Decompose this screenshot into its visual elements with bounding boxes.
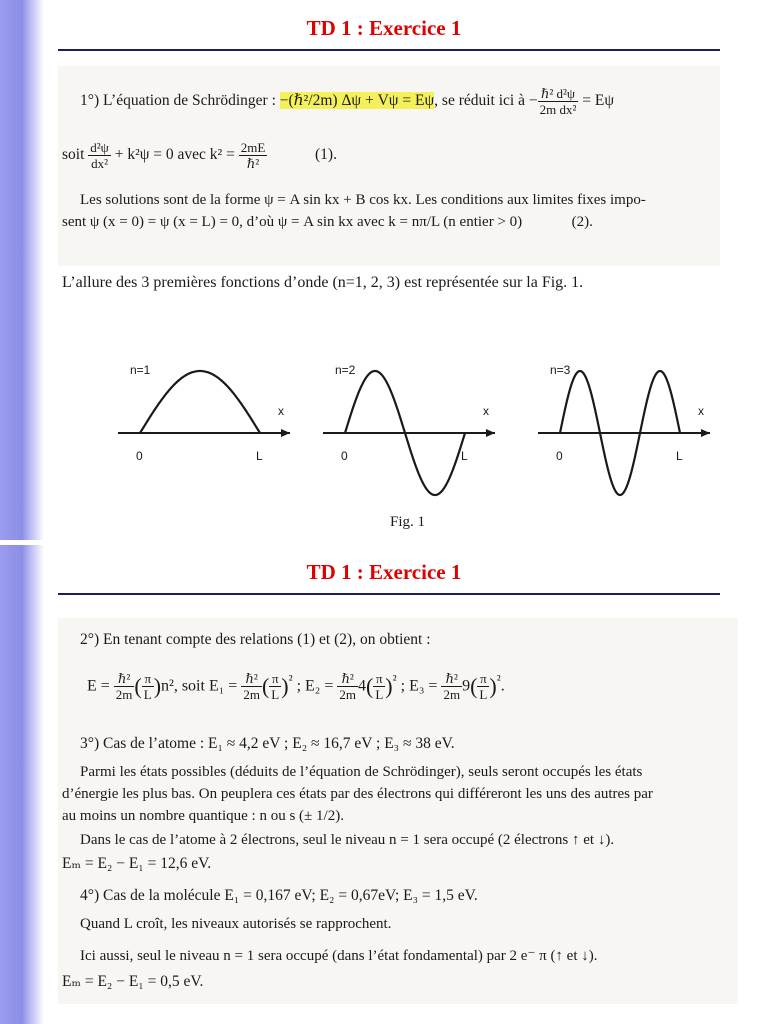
end-label-n2: L	[461, 449, 468, 463]
eq-E2-pi-frac	[373, 671, 385, 702]
slide-sidebar-bottom	[0, 545, 44, 1024]
panel-n2	[323, 363, 495, 495]
eq-E3-pi-frac	[477, 671, 489, 702]
origin-label-n3: 0	[556, 449, 563, 463]
soit-fraction-num: d²ψ	[90, 140, 109, 155]
eq-E2-L: L	[375, 687, 384, 703]
eq-E3-hbar: ℏ²	[441, 671, 462, 687]
end-label-n3: L	[676, 449, 683, 463]
q1-prefix: 1°) L’équation de Schrödinger :	[80, 92, 276, 110]
eq-E2-sq: ²	[392, 672, 397, 687]
solutions-line1: Les solutions sont de la forme ψ = A sin kx + B cos kx. Les conditions aux limites fixes impo-	[80, 192, 646, 208]
k-fraction-num: 2mE	[240, 140, 266, 155]
eq-E1-pi: π	[269, 671, 281, 687]
q1-fraction-num: ℏ² d²ψ	[538, 86, 579, 102]
end-label-n1: L	[256, 449, 263, 463]
x-axis-arrow-n1	[281, 429, 290, 437]
axis-x-label-n1: x	[278, 404, 284, 418]
wavefunction-curve-n1	[140, 371, 260, 433]
q1-fraction	[538, 86, 579, 117]
figure-caption: Fig. 1	[390, 514, 426, 530]
eq-soit-E1: , soit E₁ =	[173, 677, 238, 695]
allure-sentence: L’allure des 3 premières fonctions d’onde (n=1, 2, 3) est représentée sur la Fig. 1.	[62, 274, 584, 291]
panel-label-n2: n=2	[335, 363, 356, 377]
eq-E-2m: 2m	[115, 687, 133, 703]
panel-label-n1: n=1	[130, 363, 151, 377]
eq-E1-hbar: ℏ²	[241, 671, 262, 687]
eq-E2-paren-close: )	[385, 673, 393, 699]
eq-E1-paren-close: )	[281, 673, 289, 699]
eq-E3-pi: π	[477, 671, 489, 687]
eq-E2-hbar: ℏ²	[337, 671, 358, 687]
eq-E-pi-frac	[142, 671, 154, 702]
x-axis-arrow-n3	[701, 429, 710, 437]
eq-E: E =	[87, 677, 110, 695]
x-axis-arrow-n2	[486, 429, 495, 437]
eq-E2-frac	[337, 671, 358, 702]
eq-E-pi: π	[142, 671, 154, 687]
soit-line	[62, 140, 337, 171]
eq-E3-paren-close: )	[489, 673, 497, 699]
slide2-title: TD 1 : Exercice 1	[306, 560, 462, 584]
q3-para1-line2: d’énergie les plus bas. On peuplera ces états par des électrons qui différeront les uns des autres par	[62, 786, 653, 802]
eq-E-n2: n²	[161, 677, 174, 695]
k-fraction	[239, 140, 268, 171]
soit-label: soit	[62, 146, 85, 164]
q4-para2: Ici aussi, seul le niveau n = 1 sera occupé (dans l’état fondamental) par 2 e⁻ π (↑ et ↓).	[80, 948, 598, 964]
eq-E2-paren-open: (	[366, 673, 374, 699]
q3-para1-line1: Parmi les états possibles (déduits de l’équation de Schrödinger), seuls seront occupés les états	[80, 764, 643, 780]
eq-E-hbar: ℏ²	[114, 671, 135, 687]
eq-E1-L: L	[271, 687, 280, 703]
slide1-title: TD 1 : Exercice 1	[306, 16, 462, 40]
eq-E3-paren-open: (	[470, 673, 478, 699]
eq-E-paren-close: )	[153, 673, 162, 699]
eq-E3-coef: 9	[462, 677, 471, 695]
eq-E-L: L	[143, 687, 152, 703]
eq-E3-L: L	[479, 687, 488, 703]
eq-E3-sq: ²	[496, 672, 501, 687]
wavefunctions-figure	[110, 355, 730, 505]
eq-E3-2m: 2m	[443, 687, 461, 703]
eq-E2-coef: 4	[358, 677, 367, 695]
eq-E2-2m: 2m	[339, 687, 357, 703]
eq-E1-frac	[241, 671, 262, 702]
q1-reduces: , se réduit ici à	[434, 92, 525, 110]
energy-formula-line	[87, 670, 505, 702]
panel-n1	[118, 363, 290, 463]
axis-x-label-n2: x	[483, 404, 489, 418]
q4-para1: Quand L croît, les niveaux autorisés se rapprochent.	[80, 916, 392, 932]
eq-end-dot: .	[500, 677, 505, 695]
eq-E3-label: ; E₃ =	[400, 677, 438, 695]
eq-E1-2m: 2m	[243, 687, 260, 703]
q3-line: 3°) Cas de l’atome : E₁ ≈ 4,2 eV ; E₂ ≈ 16,7 eV ; E₃ ≈ 38 eV.	[80, 735, 455, 752]
soit-mid: + k²ψ = 0 avec k² =	[114, 146, 235, 164]
eq-E1-paren-open: (	[261, 673, 270, 699]
eq-E1-pi-frac	[269, 671, 281, 702]
soit-ref: (1).	[315, 146, 337, 164]
slide-sidebar-top	[0, 0, 44, 540]
eq-E1-sq: ²	[288, 672, 293, 687]
q3-em: Eₘ = E₂ − E₁ = 12,6 eV.	[62, 855, 212, 872]
soit-fraction-den: dx²	[91, 156, 108, 171]
q4-em: Eₘ = E₂ − E₁ = 0,5 eV.	[62, 973, 204, 990]
eq-E-paren-open: (	[134, 673, 142, 699]
solutions-text: sent ψ (x = 0) = ψ (x = L) = 0, d’où ψ = A sin kx avec k = nπ/L (n entier > 0)	[62, 214, 523, 230]
q1-fraction-den: 2m dx²	[539, 102, 577, 117]
q2-intro: 2°) En tenant compte des relations (1) et (2), on obtient :	[80, 631, 431, 648]
soit-fraction	[88, 140, 111, 171]
origin-label-n1: 0	[136, 449, 143, 463]
solutions-ref: (2).	[571, 214, 593, 230]
axis-x-label-n3: x	[698, 404, 704, 418]
q1-rhs: = Eψ	[582, 92, 615, 110]
eq-E2-label: ; E₂ =	[296, 677, 334, 695]
schrodinger-equation-highlight: −(ℏ²/2m) Δψ + Vψ = Eψ	[279, 92, 435, 110]
q1-line	[80, 86, 614, 117]
slide1-title-rule	[58, 49, 720, 51]
eq-E-frac	[114, 671, 135, 702]
origin-label-n2: 0	[341, 449, 348, 463]
q3-para2: Dans le cas de l’atome à 2 électrons, seul le niveau n = 1 sera occupé (2 électrons ↑ et ↓).	[80, 832, 615, 848]
panel-n3	[538, 363, 710, 495]
panel-label-n3: n=3	[550, 363, 571, 377]
q1-minus: −	[528, 92, 538, 110]
q3-para1-line3: au moins un nombre quantique : n ou s (± 1/2).	[62, 808, 344, 824]
eq-E2-pi: π	[373, 671, 385, 687]
eq-E3-frac	[441, 671, 462, 702]
k-fraction-den: ℏ²	[246, 156, 260, 171]
slide2-title-rule	[58, 593, 720, 595]
solutions-line2	[62, 212, 593, 232]
q4-line: 4°) Cas de la molécule E₁ = 0,167 eV; E₂ = 0,67eV; E₃ = 1,5 eV.	[80, 887, 478, 904]
